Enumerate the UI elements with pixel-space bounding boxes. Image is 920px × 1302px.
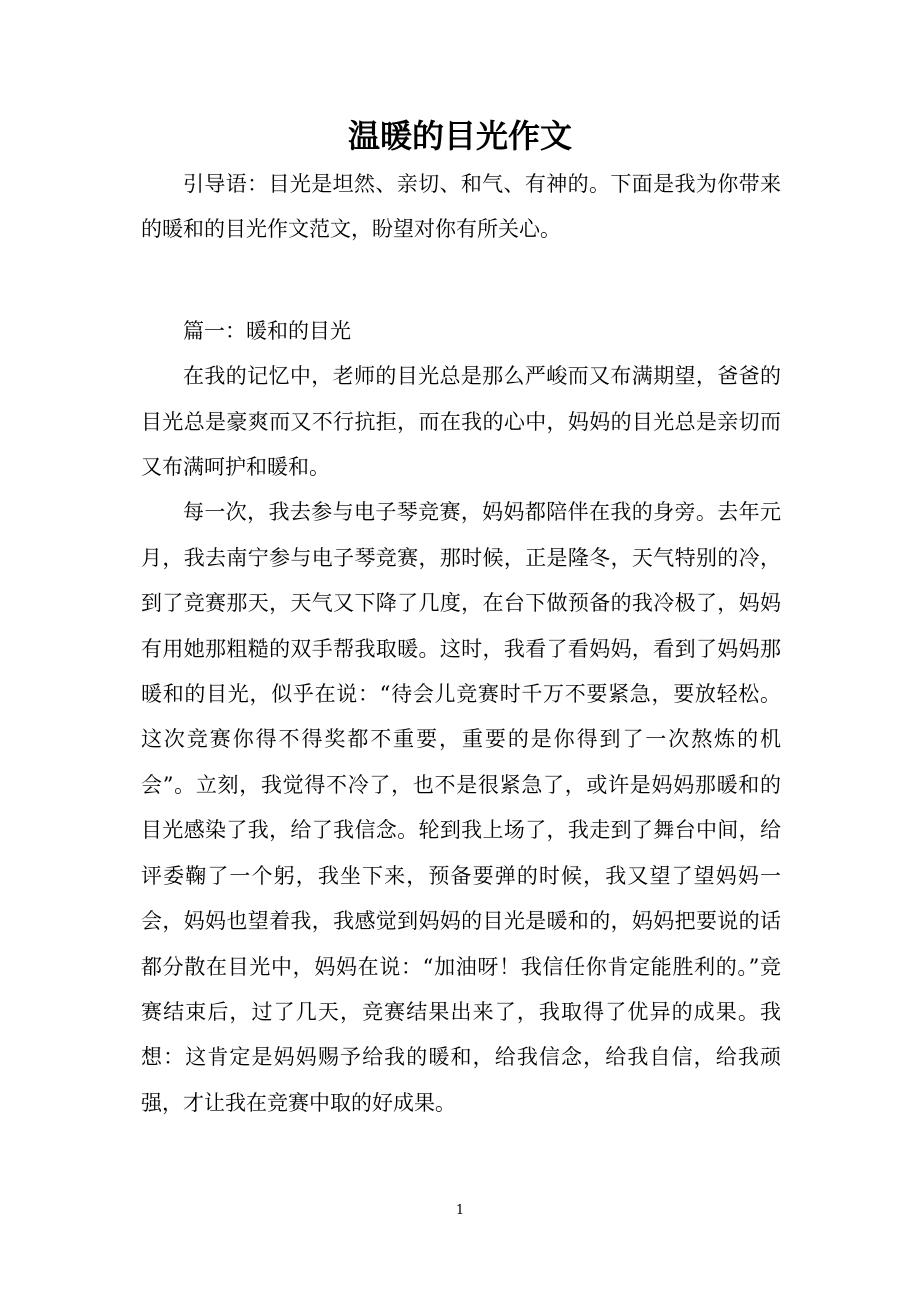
page-number: 1: [455, 1203, 465, 1218]
intro-paragraph: 引导语：目光是坦然、亲切、和气、有神的。下面是我为你带来的暖和的目光作文范文，盼望对你有所关心。: [141, 172, 781, 242]
section-heading: 篇一：暖和的目光: [183, 318, 351, 343]
document-body: [141, 162, 781, 1126]
body-paragraph: 在我的记忆中，老师的目光总是那么严峻而又布满期望，爸爸的目光总是豪爽而又不行抗拒，而在我的心中，妈妈的目光总是亲切而又布满呵护和暖和。: [141, 364, 781, 480]
body-paragraph: 每一次，我去参与电子琴竞赛，妈妈都陪伴在我的身旁。去年元月，我去南宁参与电子琴竞赛，那时候，正是隆冬，天气特别的冷，到了竞赛那天，天气又下降了几度，在台下做预备的我冷极了，妈妈有用她那粗糙的双手帮我取暖。这时，我看了看妈妈，看到了妈妈那暖和的目光，似乎在说：“待会儿竞赛时千万不要紧急，要放轻松。这次竞赛你得不得奖都不重要，重要的是你得到了一次熬炼的机会”。立刻，我觉得不冷了，也不是很紧急了，或许是妈妈那暖和的目光感染了我，给了我信念。轮到我上场了，我走到了舞台中间，给评委鞠了一个躬，我坐下来，预备要弹的时候，我又望了望妈妈一会，妈妈也望着我，我感觉到妈妈的目光是暖和的，妈妈把要说的话都分散在目光中，妈妈在说：“加油呀！我信任你肯定能胜利的。”竞赛结束后，过了几天，竞赛结果出来了，我取得了优异的成果。我想：这肯定是妈妈赐予给我的暖和，给我信念，给我自信，给我顽强，才让我在竞赛中取的好成果。: [141, 500, 781, 1115]
document-title: 温暖的目光作文: [347, 117, 572, 155]
